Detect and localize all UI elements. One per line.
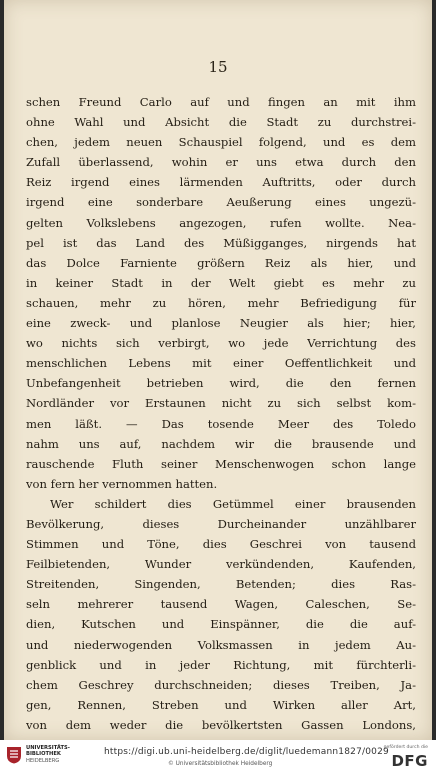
- library-name-line3: HEIDELBERG: [26, 757, 60, 764]
- text-line: Zufall überlassend, wohin er uns etwa durch den: [26, 155, 416, 170]
- text-line: seln mehrerer tausend Wagen, Caleschen, Se-: [26, 597, 416, 612]
- text-line: schen Freund Carlo auf und fingen an mit ihm: [26, 95, 416, 109]
- text-line: rauschende Fluth seiner Menschenwogen schon lange: [26, 456, 416, 471]
- dfg-logo: DFG: [391, 752, 428, 770]
- text-line: Streitenden, Singenden, Betenden; dies Ras-: [26, 577, 416, 592]
- text-line: gen, Rennen, Streben und Wirken aller Art,: [26, 697, 416, 712]
- text-line: Stimmen und Töne, dies Geschrei von tausend: [26, 537, 416, 552]
- library-name-line2: BIBLIOTHEK: [26, 751, 61, 758]
- copyright-notice: © Universitätsbibliothek Heidelberg: [168, 761, 273, 767]
- permalink-url[interactable]: https://digi.ub.uni-heidelberg.de/diglit/luedemann1827/0029: [104, 747, 389, 757]
- text-line: pel ist das Land des Müßigganges, nirgends hat: [26, 235, 416, 250]
- text-line: chem Geschrey durchschneiden; dieses Treiben, Ja-: [26, 677, 416, 692]
- text-line: und niederwogenden Volksmassen in jedem Au-: [26, 637, 416, 652]
- body-text: [26, 92, 416, 735]
- text-line: das Dolce Farniente größern Reiz als hier, und: [26, 255, 416, 270]
- text-line: chen, jedem neuen Schauspiel folgend, und es dem: [26, 135, 416, 150]
- text-line: gelten Volkslebens angezogen, rufen wollte. Nea-: [26, 215, 416, 230]
- text-line: Reiz irgend eines lärmenden Auftritts, oder durch: [26, 175, 416, 190]
- university-seal-icon: [6, 746, 22, 764]
- library-name: [26, 745, 70, 764]
- text-line: Feilbietenden, Wunder verkündenden, Kaufenden,: [26, 557, 416, 572]
- text-line: schauen, mehr zu hören, mehr Befriedigung für: [26, 295, 416, 310]
- scanned-page: [4, 0, 432, 740]
- viewer-footer: [0, 740, 436, 774]
- text-line: genblick und in jeder Richtung, mit fürchterli-: [26, 657, 416, 672]
- text-line: in keiner Stadt in der Welt giebt es mehr zu: [26, 275, 416, 290]
- text-line: von fern her vernommen hatten.: [26, 476, 218, 491]
- text-line: nahm uns auf, nachdem wir die brausende und: [26, 436, 416, 451]
- text-line: ohne Wahl und Absicht die Stadt zu durchstrei-: [26, 115, 416, 130]
- text-line: irgend eine sonderbare Aeußerung eines ungezü-: [26, 195, 416, 210]
- text-line: Bevölkerung, dieses Durcheinander unzählbarer: [26, 516, 416, 531]
- text-line: von dem weder die bevölkertsten Gassen Londons,: [26, 717, 416, 732]
- text-line: men läßt. — Das tosende Meer des Toledo: [26, 416, 416, 431]
- text-line: Nordländer vor Erstaunen nicht zu sich selbst kom-: [26, 396, 416, 411]
- text-line: dien, Kutschen und Einspänner, die die auf-: [26, 617, 416, 632]
- text-line: menschlichen Lebens mit einer Oeffentlichkeit und: [26, 356, 416, 371]
- library-name-line1: UNIVERSITÄTS-: [26, 745, 70, 751]
- text-line: wo nichts sich verbirgt, wo jede Verrichtung des: [26, 336, 416, 351]
- text-line: Wer schildert dies Getümmel einer brausenden: [50, 496, 416, 511]
- funder-note: gefördert durch die: [383, 745, 428, 750]
- page-number: 15: [208, 58, 228, 76]
- text-line: eine zweck- und planlose Neugier als hier; hier,: [26, 316, 416, 331]
- text-line: Unbefangenheit betrieben wird, die den fernen: [26, 376, 416, 391]
